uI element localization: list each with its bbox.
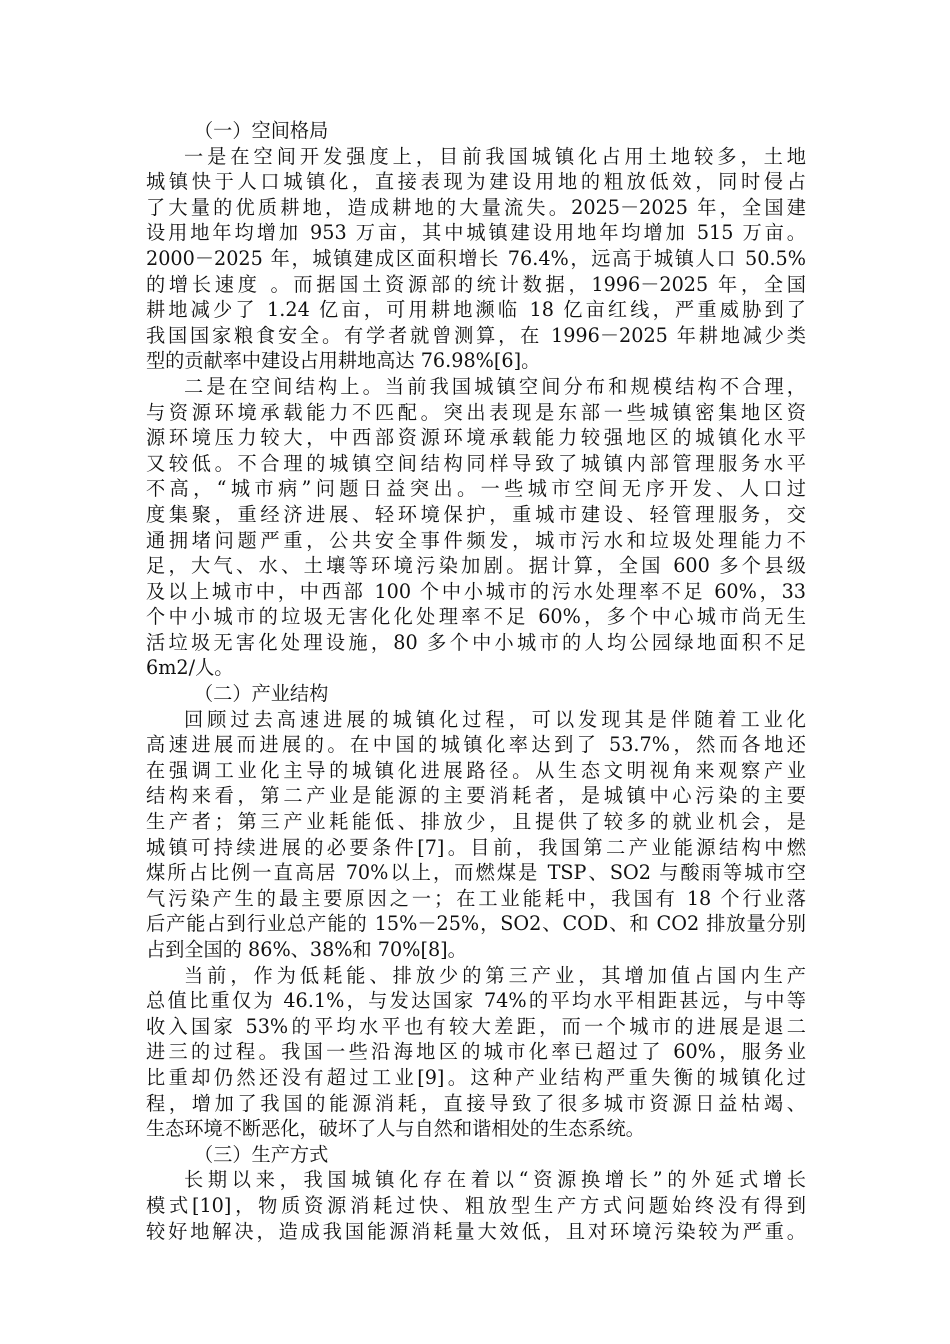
- paragraph-last-line: 生态环境不断恶化，破坏了人与自然和谐相处的生态系统。: [146, 1117, 645, 1141]
- paragraph-first-line: 当前，作为低耗能、排放少的第三产业，其增加值占国内生产: [184, 963, 806, 987]
- body-line: 个中小城市的垃圾无害化化处理率不足 60%，多个中心城市尚无生: [146, 605, 806, 629]
- section-heading: （一）空间格局: [194, 119, 329, 142]
- body-line: 生产者；第三产业耗能低、排放少，且提供了较多的就业机会，是: [146, 810, 806, 834]
- body-line: 程，增加了我国的能源消耗，直接导致了很多城市资源日益枯竭、: [146, 1091, 806, 1115]
- body-line: 高速进展而进展的。在中国的城镇化率达到了 53.7%，然而各地还: [146, 733, 806, 757]
- body-line: 结构来看，第二产业是能源的主要消耗者，是城镇中心污染的主要: [146, 784, 806, 808]
- paragraph-last-line: 6m2/人。: [146, 656, 234, 680]
- body-line: 进三的过程。我国一些沿海地区的城市化率已超过了 60%，服务业: [146, 1040, 806, 1064]
- body-line: 煤所占比例一直高居 70%以上，而燃煤是 TSP、SO2 与酸雨等城市空: [146, 861, 806, 885]
- body-line: 较好地解决，造成我国能源消耗量大效低，且对环境污染较为严重。: [146, 1219, 806, 1243]
- body-line: 耕地减少了 1.24 亿亩，可用耕地濒临 18 亿亩红线，严重威胁到了: [146, 298, 806, 322]
- paragraph-last-line: 占到全国的 86%、38%和 70%[8]。: [146, 938, 467, 961]
- body-line: 又较低。不合理的城镇空间结构同样导致了城镇内部管理服务水平: [146, 451, 806, 475]
- document-body: [146, 118, 806, 1244]
- body-line: 及以上城市中，中西部 100 个中小城市的污水处理率不足 60%，33: [146, 579, 806, 603]
- body-line: 2000－2025 年，城镇建成区面积增长 76.4%，远高于城镇人口 50.5%: [146, 246, 806, 270]
- body-line: 了大量的优质耕地，造成耕地的大量流失。2025－2025 年，全国建: [146, 195, 806, 219]
- paragraph-first-line: 回顾过去高速进展的城镇化过程，可以发现其是伴随着工业化: [184, 707, 806, 731]
- body-line: 的增长速度 。而据国土资源部的统计数据，1996－2025 年，全国: [146, 272, 806, 296]
- body-line: 总值比重仅为 46.1%，与发达国家 74%的平均水平相距甚远，与中等: [146, 989, 806, 1013]
- body-line: 设用地年均增加 953 万亩，其中城镇建设用地年均增加 515 万亩。: [146, 221, 806, 245]
- paragraph-last-line: 型的贡献率中建设占用耕地高达 76.98%[6]。: [146, 349, 541, 373]
- section-heading: （三）生产方式: [194, 1142, 329, 1166]
- body-line: 在强调工业化主导的城镇化进展路径。从生态文明视角来观察产业: [146, 758, 806, 782]
- body-line: 城镇可持续进展的必要条件[7]。目前，我国第二产业能源结构中燃: [146, 835, 806, 859]
- paragraph-first-line: 二是在空间结构上。当前我国城镇空间分布和规模结构不合理，: [184, 374, 806, 398]
- body-line: 模式[10]，物质资源消耗过快、粗放型生产方式问题始终没有得到: [146, 1193, 806, 1217]
- body-line: 与资源环境承载能力不匹配。突出表现是东部一些城镇密集地区资: [146, 400, 806, 424]
- paragraph-first-line: 一是在空间开发强度上，目前我国城镇化占用土地较多，土地: [184, 144, 806, 168]
- body-line: 城镇快于人口城镇化，直接表现为建设用地的粗放低效，同时侵占: [146, 170, 806, 194]
- body-line: 活垃圾无害化处理设施，80 多个中小城市的人均公园绿地面积不足: [146, 630, 806, 654]
- body-line: 气污染产生的最主要原因之一；在工业能耗中，我国有 18 个行业落: [146, 886, 806, 910]
- body-line: 足，大气、水、土壤等环境污染加剧。据计算，全国 600 多个县级: [146, 554, 806, 578]
- body-line: 不高，“城市病”问题日益突出。一些城市空间无序开发、人口过: [146, 477, 806, 501]
- section-heading: （二）产业结构: [194, 682, 329, 706]
- body-line: 源环境压力较大，中西部资源环境承载能力较强地区的城镇化水平: [146, 426, 806, 450]
- body-line: 度集聚，重经济进展、轻环境保护，重城市建设、轻管理服务，交: [146, 502, 806, 526]
- body-line: 后产能占到行业总产能的 15%－25%，SO2、COD、和 CO2 排放量分别: [146, 912, 806, 936]
- paragraph-first-line: 长期以来，我国城镇化存在着以“资源换增长”的外延式增长: [184, 1168, 806, 1192]
- body-line: 我国国家粮食安全。有学者就曾测算，在 1996－2025 年耕地减少类: [146, 323, 806, 347]
- body-line: 比重却仍然还没有超过工业[9]。这种产业结构严重失衡的城镇化过: [146, 1065, 806, 1089]
- body-line: 通拥堵问题严重，公共安全事件频发，城市污水和垃圾处理能力不: [146, 528, 806, 552]
- body-line: 收入国家 53%的平均水平也有较大差距，而一个城市的进展是退二: [146, 1014, 806, 1038]
